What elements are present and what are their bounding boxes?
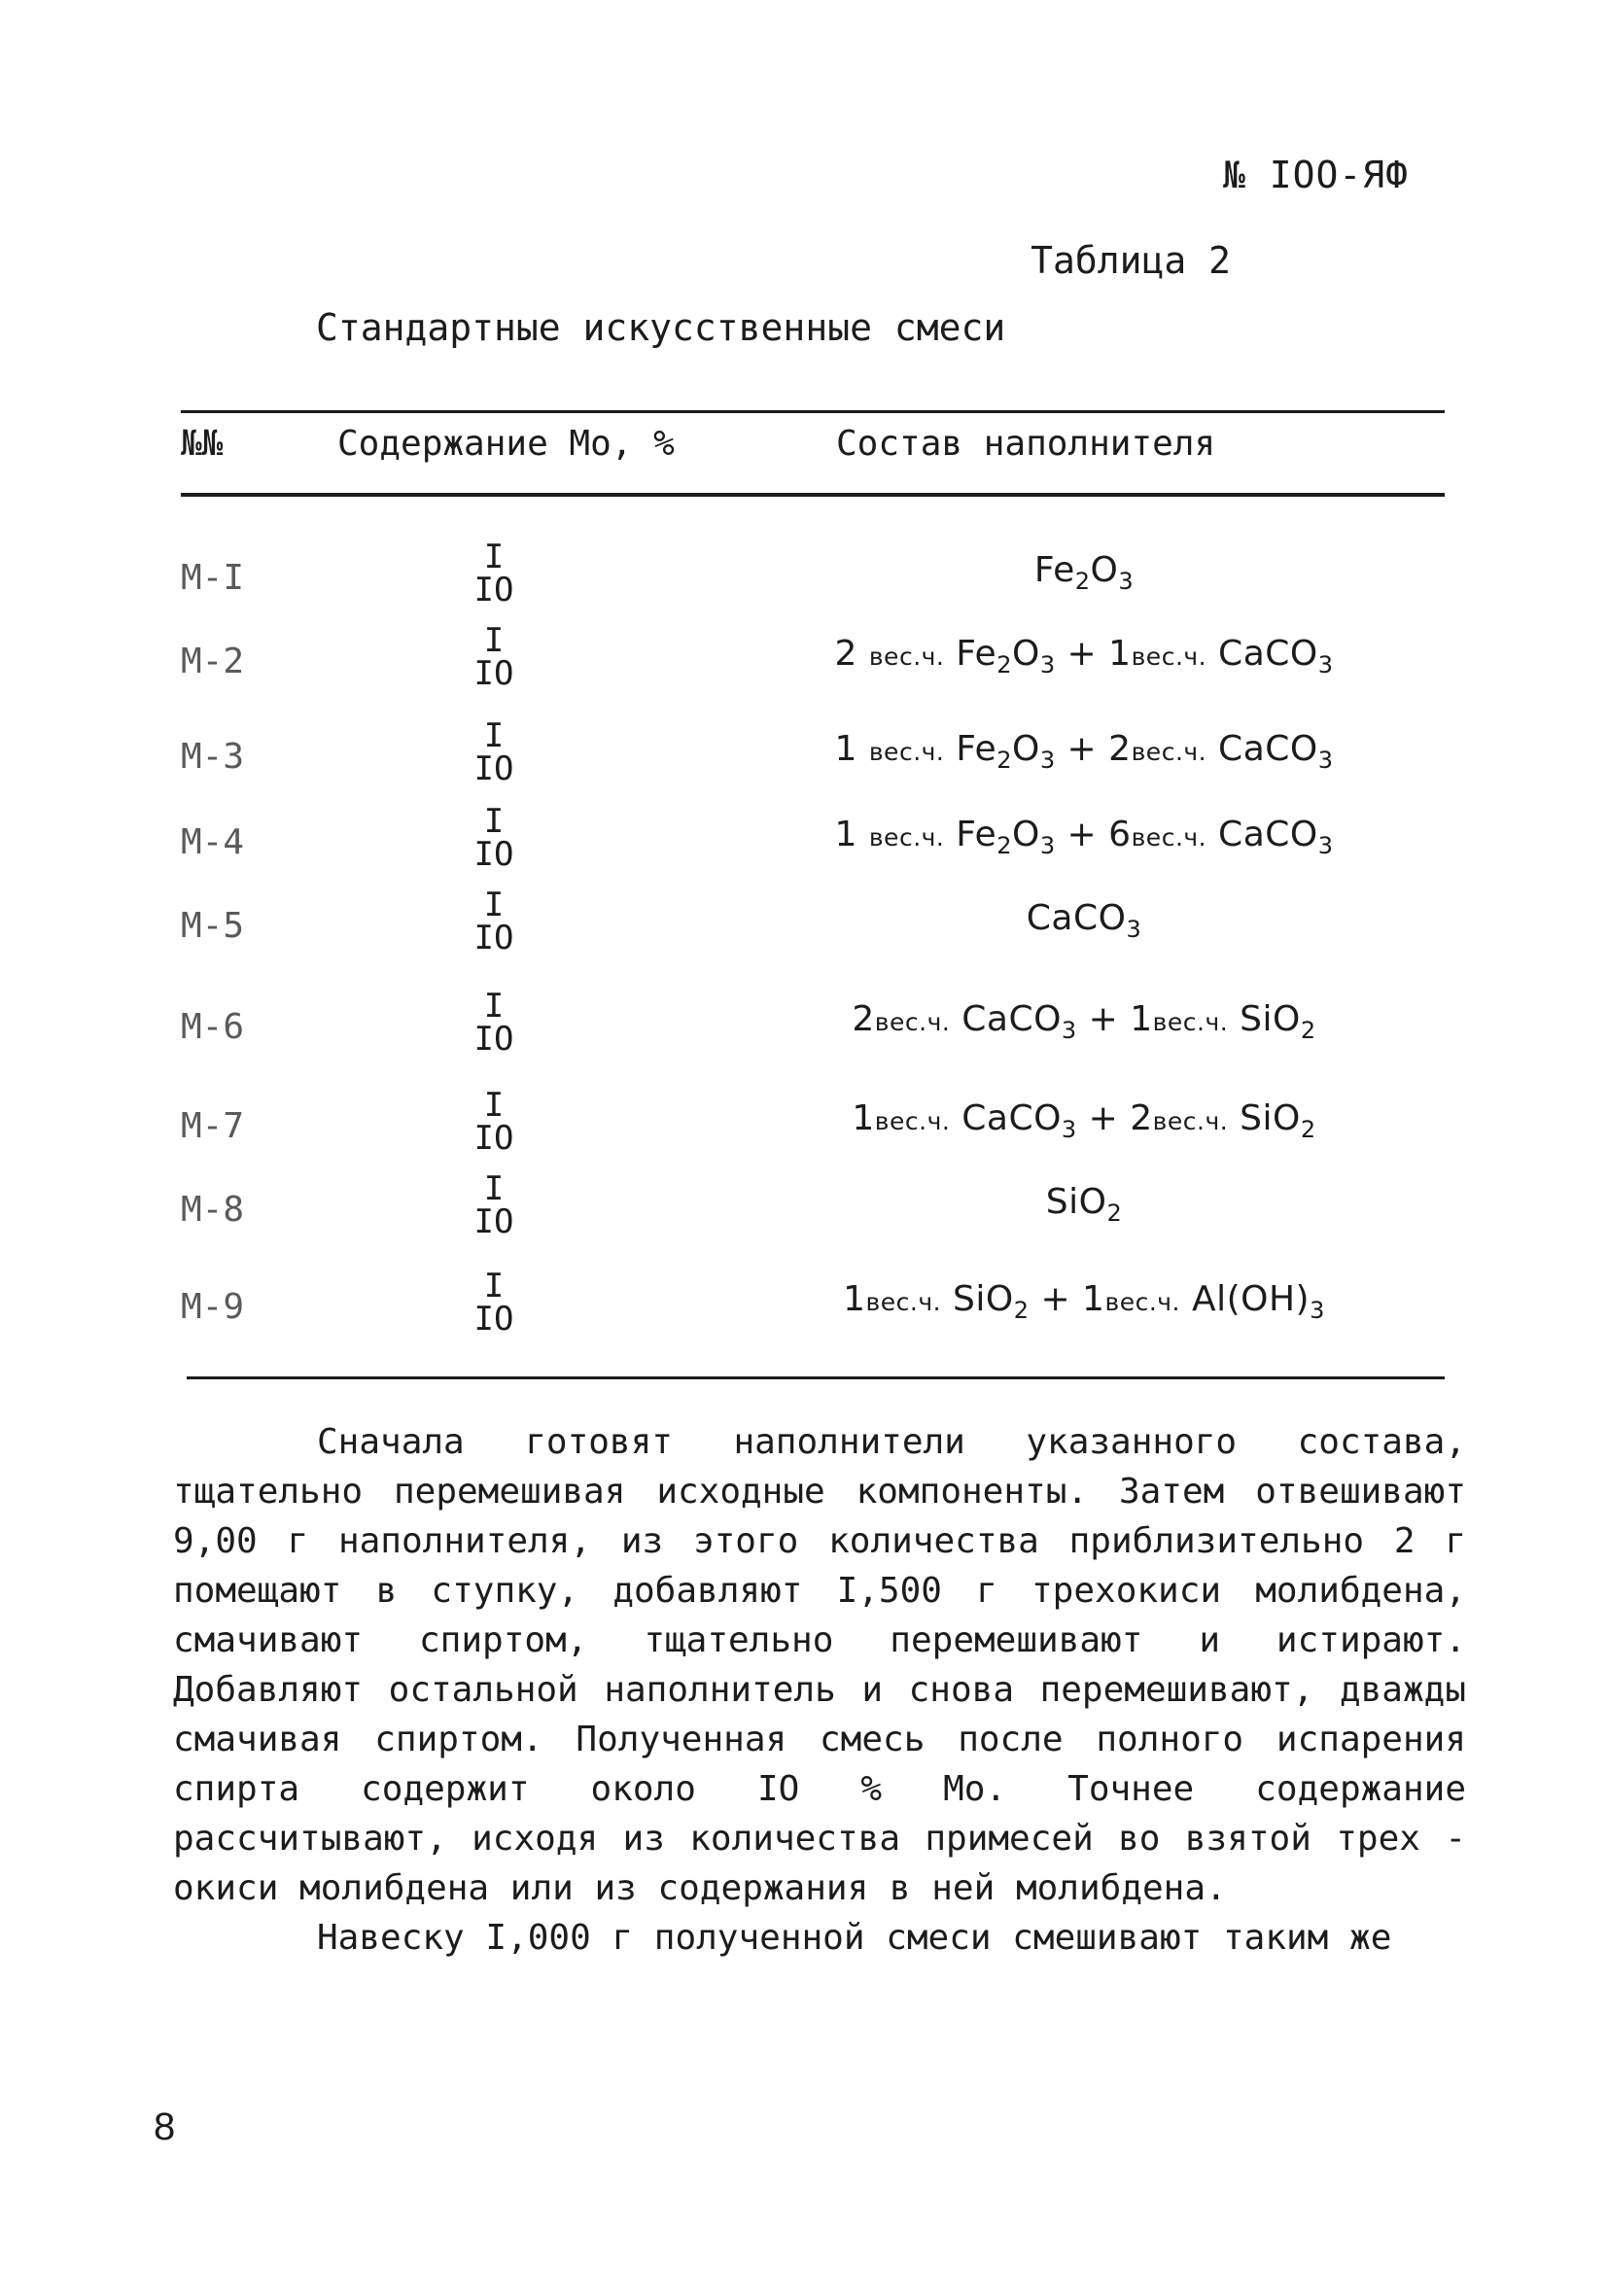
- sample-code: М-8: [181, 1190, 245, 1230]
- mo-content-lower: IO: [473, 749, 514, 788]
- table-top-rule: [181, 410, 1445, 413]
- body-text: [173, 1417, 1466, 1963]
- mo-content-lower: IO: [473, 835, 514, 874]
- sample-code: М-I: [181, 558, 245, 598]
- header-filler-composition: Состав наполнителя: [836, 424, 1216, 464]
- mo-content-lower: IO: [473, 1202, 514, 1241]
- sample-code: М-7: [181, 1106, 245, 1146]
- mo-content-lower: IO: [473, 571, 514, 609]
- mo-content-upper: I: [483, 987, 505, 1026]
- table-row: [0, 1086, 1608, 1166]
- mo-content-values: [465, 1169, 523, 1241]
- mo-content-lower: IO: [473, 919, 514, 957]
- mo-content-lower: IO: [473, 1300, 514, 1339]
- mo-content-values: [465, 716, 523, 788]
- table-row: [0, 540, 1608, 618]
- paragraph: Навеску I,000 г полученной смеси смешивают таким же: [317, 1918, 1392, 1958]
- mo-content-upper: I: [483, 1086, 505, 1125]
- mo-content-values: [465, 540, 523, 607]
- table-row: [0, 888, 1608, 966]
- page-number: 8: [154, 2105, 176, 2148]
- sample-code: М-6: [181, 1007, 245, 1047]
- header-number: №№: [181, 424, 224, 464]
- mo-content-upper: I: [483, 621, 505, 660]
- filler-composition: 2 вес.ч. $Fe_2O_3 + 1вес.ч$. CaCO$_3$: [834, 634, 1334, 678]
- mo-content-upper: I: [483, 716, 505, 755]
- mo-content-lower: IO: [473, 1119, 514, 1158]
- mo-content-values: [465, 1267, 523, 1339]
- filler-composition: 1вес.ч. CaCO$_3$ + 2вес.ч. SiO$_2$: [852, 1098, 1316, 1143]
- table-header-rule: [181, 493, 1445, 497]
- header-mo-content: Содержание Мо, %: [337, 424, 675, 464]
- filler-composition: CaCO$_3$: [1026, 898, 1142, 943]
- table-row: [0, 621, 1608, 702]
- mo-content-values: [465, 888, 523, 955]
- mo-content-values: [465, 802, 523, 874]
- mo-content-upper: I: [483, 802, 505, 841]
- filler-composition: 1вес.ч. SiO$_2$ + 1вес.ч. $Al(OH)_3$: [843, 1279, 1325, 1324]
- sample-code: М-3: [181, 737, 245, 777]
- mo-content-lower: IO: [473, 654, 514, 693]
- paragraph: Сначала готовят наполнители указанного состава, тщательно перемешивая исходные компоненты. Затем отвешивают 9,00 г наполнителя, из этого количества приблизительно 2 г помещают в ступку, добавляют I,500 г трехокиси молибдена, смачивают спиртом, тщательно перемешивают и истирают. Добавляют остальной наполнитель и снова перемешивают, дважды смачивая спиртом. Полученная смесь после полного испарения спирта содержит около IO % Мо. Точнее содержание рассчитывают, исходя из количества примесей во взятой трех - окиси молибдена или из содержания в ней молибдена.: [173, 1422, 1466, 1908]
- filler-composition: $Fe_2O_3$: [1033, 550, 1135, 595]
- mo-content-lower: IO: [473, 1020, 514, 1059]
- table-row: [0, 987, 1608, 1067]
- sample-code: М-9: [181, 1287, 245, 1327]
- table-row: [0, 716, 1608, 797]
- document-number: № IOO-ЯФ: [1222, 154, 1409, 196]
- mo-content-upper: I: [483, 1169, 505, 1208]
- mo-content-upper: I: [483, 1267, 505, 1305]
- table-label: Таблица 2: [1031, 239, 1231, 282]
- filler-composition: 1 вес.ч. $Fe_2O_3 + 6вес.ч$. CaCO$_3$: [834, 815, 1334, 859]
- sample-code: М-4: [181, 822, 245, 862]
- table-bottom-rule: [187, 1376, 1445, 1379]
- mo-content-values: [465, 1086, 523, 1158]
- sample-code: М-2: [181, 642, 245, 681]
- sample-code: М-5: [181, 906, 245, 946]
- table-row: [0, 1169, 1608, 1250]
- mo-content-values: [465, 621, 523, 693]
- filler-composition: SiO$_2$: [1045, 1182, 1123, 1227]
- table-row: [0, 1267, 1608, 1347]
- mo-content-values: [465, 987, 523, 1059]
- table-row: [0, 802, 1608, 883]
- mo-content-upper: I: [483, 538, 505, 576]
- filler-composition: 1 вес.ч. $Fe_2O_3 + 2вес.ч$. CaCO$_3$: [834, 729, 1334, 774]
- mo-content-upper: I: [483, 886, 505, 924]
- filler-composition: 2вес.ч. CaCO$_3$ + 1вес.ч. SiO$_2$: [852, 999, 1316, 1044]
- table-caption: Стандартные искусственные смеси: [316, 306, 1006, 349]
